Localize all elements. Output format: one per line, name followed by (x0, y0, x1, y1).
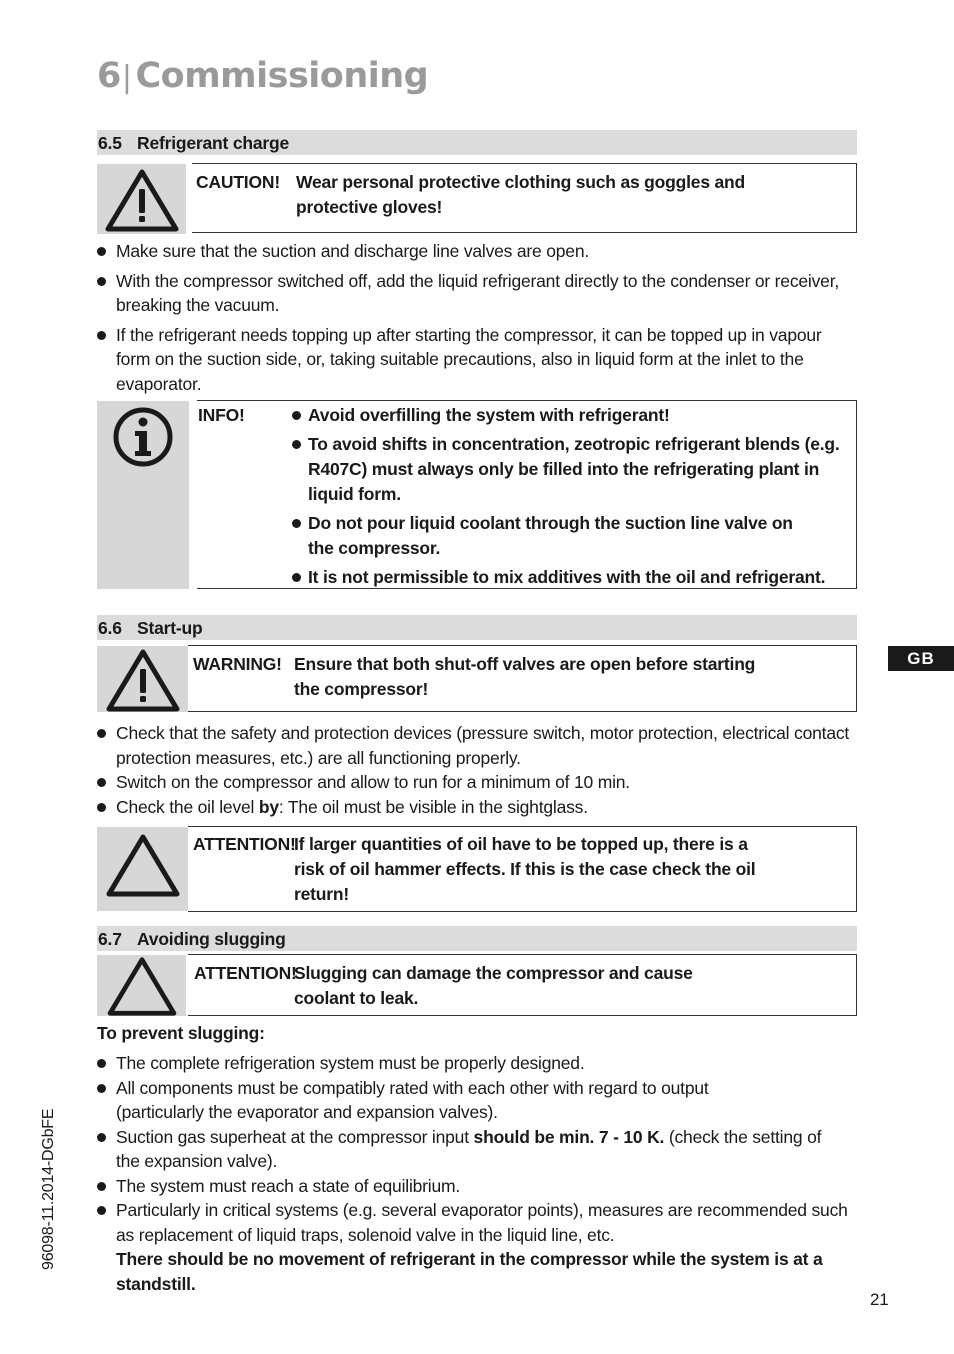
attention-text: If larger quantities of oil have to be topped up, there is a risk of oil hammer effects. If this is the case check the oil return! (294, 834, 756, 904)
warning-label: WARNING! (193, 654, 282, 674)
list-item: All components must be compatibly rated with each other with regard to output (particularly the evaporator and expansion valves). (97, 1076, 756, 1125)
info-label: INFO! (198, 405, 245, 425)
info-circle-icon (112, 406, 174, 468)
warning-triangle-icon (104, 955, 180, 1017)
attention-note-oil (188, 826, 857, 912)
superheat-text-after: (check the setting of the expansion valve). (116, 1126, 822, 1171)
prevent-slugging-heading: To prevent slugging: (97, 1023, 265, 1043)
language-tab: GB (888, 646, 954, 671)
oil-level-text-before: Check the oil level (116, 796, 259, 817)
info-body (292, 403, 847, 594)
list-item: If the refrigerant needs topping up after starting the compressor, it can be topped up in vapour form on the suction side, or, taking suitable precautions, also in liquid form at the inlet to the evaporator. (97, 323, 857, 397)
chapter-number: 6 (97, 56, 121, 96)
oil-level-text-bold: by (258, 796, 279, 817)
section-heading-6-5 (97, 130, 857, 155)
list-item: With the compressor switched off, add the liquid refrigerant directly to the condenser or receiver, breaking the vacuum. (97, 269, 857, 318)
superheat-text-bold: should be min. 7 - 10 K. (473, 1126, 665, 1147)
info-list (292, 403, 847, 590)
chapter-title-text: Commissioning (135, 56, 429, 96)
attention-label: ATTENTION! (193, 834, 296, 854)
info-note (197, 400, 857, 589)
warning-triangle-exclamation-icon (104, 167, 180, 233)
info-icon-cell (97, 401, 189, 589)
caution-icon-cell (97, 164, 186, 234)
section-number: 6.5 (98, 133, 122, 153)
list-item: Do not pour liquid coolant through the suction line valve on the compressor. (292, 511, 808, 561)
list-item: Switch on the compressor and allow to run for a minimum of 10 min. (97, 770, 857, 795)
document-code: 96098-11.2014-DGbFE (40, 1108, 57, 1270)
attention-icon-cell (97, 827, 188, 911)
chapter-separator: | (121, 60, 132, 95)
section-title: Refrigerant charge (137, 133, 290, 153)
warning-triangle-icon (105, 832, 181, 898)
warning-icon-cell (97, 646, 188, 712)
section-number: 6.6 (98, 618, 122, 638)
superheat-text-before: Suction gas superheat at the compressor input (116, 1126, 474, 1147)
attention-icon-cell (97, 955, 186, 1016)
list-item: Make sure that the suction and discharge line valves are open. (97, 239, 857, 264)
caution-label: CAUTION! (196, 172, 280, 192)
oil-level-text-after: : The oil must be visible in the sightglass. (278, 796, 588, 817)
attention-text: Slugging can damage the compressor and cause coolant to leak. (294, 963, 693, 1008)
list-item (97, 1125, 836, 1174)
start-up-list (97, 721, 857, 819)
attention-note-slugging (188, 954, 857, 1016)
list-item: Avoid overfilling the system with refrigerant! (292, 403, 847, 428)
list-item: Check that the safety and protection devices (pressure switch, motor protection, electrical contact protection measures, etc.) are all functioning properly. (97, 721, 857, 770)
chapter-title (97, 56, 428, 96)
warning-note (188, 645, 857, 712)
warning-triangle-exclamation-icon (105, 647, 181, 713)
section-title: Start-up (137, 618, 203, 638)
list-item: Particularly in critical systems (e.g. several evaporator points), measures are recommended such as replacement of liquid traps, solenoid valve in the liquid line, etc. (97, 1198, 857, 1247)
section-heading-6-7 (97, 926, 857, 951)
list-item: To avoid shifts in concentration, zeotropic refrigerant blends (e.g. R407C) must always only be filled into the refrigerating plant in liquid form. (292, 432, 847, 507)
attention-label: ATTENTION! (194, 963, 297, 983)
list-item: The complete refrigeration system must be properly designed. (97, 1051, 857, 1076)
refrigerant-charge-list (97, 239, 857, 401)
list-item (97, 795, 857, 820)
section-heading-6-6 (97, 615, 857, 640)
caution-note (192, 163, 857, 233)
section-number: 6.7 (98, 929, 122, 949)
standstill-note: There should be no movement of refrigerant in the compressor while the system is at a standstill. (116, 1249, 823, 1294)
caution-text: Wear personal protective clothing such as goggles and protective gloves! (296, 172, 746, 217)
section-title: Avoiding slugging (137, 929, 286, 949)
warning-text: Ensure that both shut-off valves are open before starting the compressor! (294, 654, 756, 699)
page-number: 21 (870, 1290, 889, 1309)
list-item: It is not permissible to mix additives with the oil and refrigerant. (292, 565, 847, 590)
list-item: The system must reach a state of equilibrium. (97, 1174, 857, 1199)
slugging-list (97, 1051, 857, 1247)
